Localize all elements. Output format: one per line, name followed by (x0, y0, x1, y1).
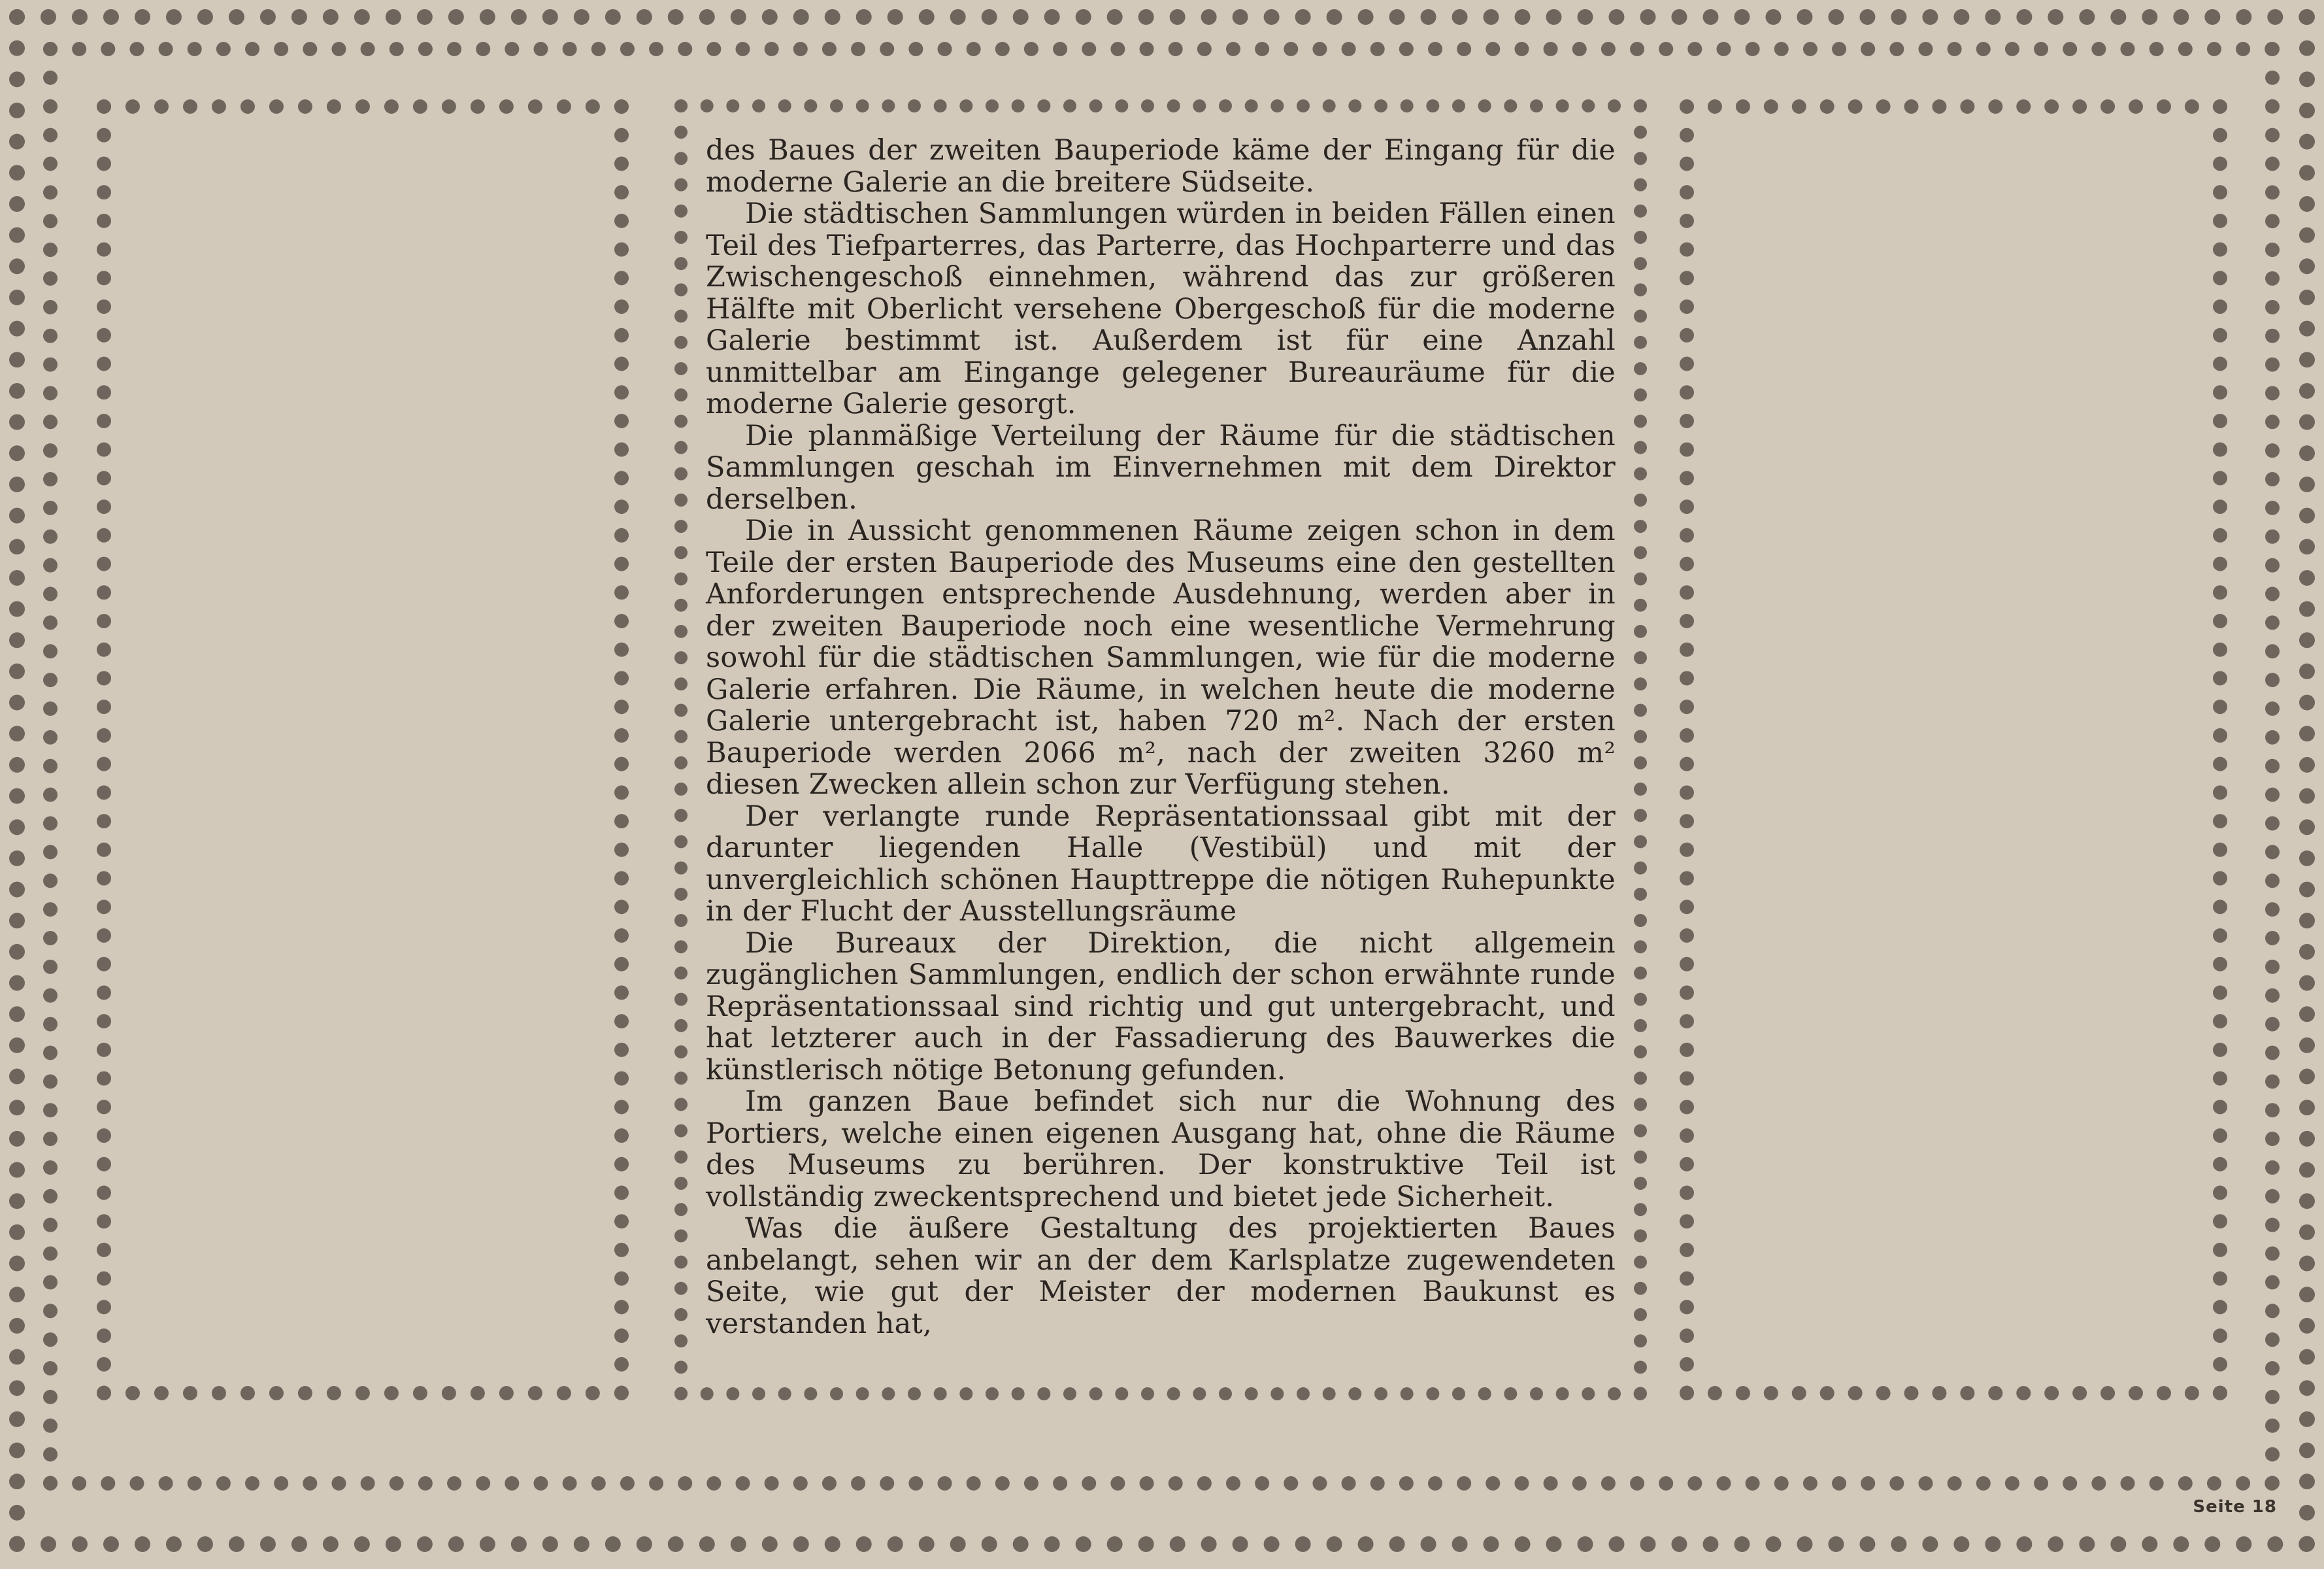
page-number: Seite 18 (2193, 1497, 2277, 1517)
paragraph-7: Im ganzen Baue befindet sich nur die Wohnung des Portiers, welche einen eigenen Ausgang hat, ohne die Räume des Museums zu berühren. Der konstruktive Teil ist vollständig zweckentsprechend und bietet jede Sicherheit. (706, 1085, 1616, 1213)
paragraph-5: Der verlangte runde Repräsentationssaal gibt mit der darunter liegenden Halle (Vestibül) und mit der unvergleichlich schönen Haupttreppe die nötigen Ruhepunkte in der Flucht der Ausstellungsräume (706, 800, 1616, 928)
paragraph-1: des Baues der zweiten Bauperiode käme der Eingang für die moderne Galerie an die breitere Südseite. (706, 134, 1616, 199)
paragraph-2: Die städtischen Sammlungen würden in beiden Fällen einen Teil des Tiefparterres, das Parterre, das Hochparterre und das Zwischengeschoß einnehmen, während das zur größeren Hälfte mit Oberlicht versehene Obergeschoß für die moderne Galerie bestimmt ist. Außerdem ist für eine Anzahl unmittelbar am Eingange gelegener Bureauräume für die moderne Galerie gesorgt. (706, 197, 1616, 420)
right-empty-panel (1680, 99, 2227, 1400)
paragraph-3: Die planmäßige Verteilung der Räume für die städtischen Sammlungen geschah im Einvernehmen mit dem Direktor derselben. (706, 419, 1616, 516)
text-column (674, 99, 1647, 1400)
left-empty-panel (97, 99, 629, 1400)
paragraph-6: Die Bureaux der Direktion, die nicht allgemein zugänglichen Sammlungen, endlich der schon erwähnte runde Repräsentationssaal sind richtig und gut untergebracht, und hat letzterer auch in der Fassadierung des Bauwerkes die künstlerisch nötige Betonung gefunden. (706, 926, 1616, 1087)
paragraph-4: Die in Aussicht genommenen Räume zeigen schon in dem Teile der ersten Bauperiode des Museums eine den gestellten Anforderungen entsprechende Ausdehnung, werden aber in der zweiten Bauperiode noch eine wesentliche Vermehrung sowohl für die städtischen Sammlungen, wie für die moderne Galerie erfahren. Die Räume, in welchen heute die moderne Galerie untergebracht ist, haben 720 m². Nach der ersten Bauperiode werden 2066 m², nach der zweiten 3260 m² diesen Zwecken allein schon zur Verfügung stehen. (706, 515, 1616, 801)
paragraph-8: Was die äußere Gestaltung des projektierten Baues anbelangt, sehen wir an der dem Karlsplatze zugewendeten Seite, wie gut der Meister der modernen Baukunst es verstanden hat, (706, 1212, 1616, 1340)
